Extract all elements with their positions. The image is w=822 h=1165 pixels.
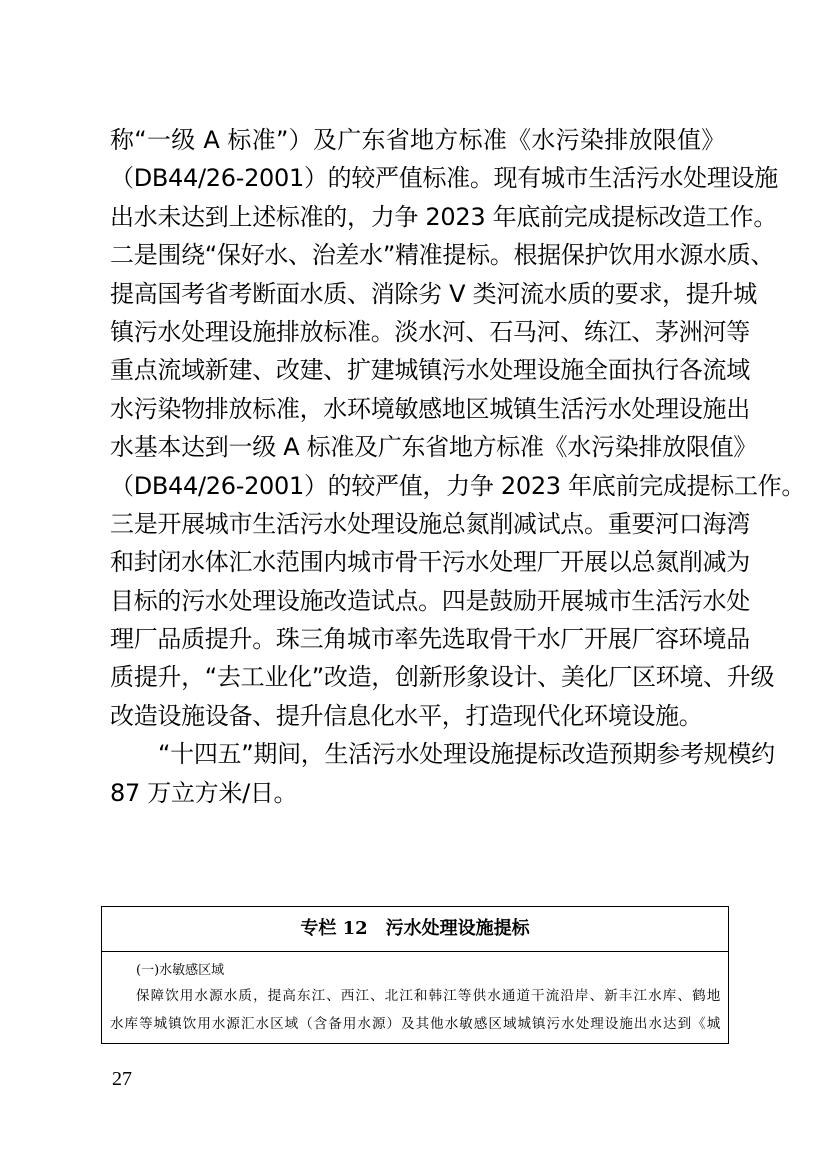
text-line: 理厂品质提升。珠三角城市率先选取骨干水厂开展厂容环境品 bbox=[110, 625, 750, 654]
text-line: 重点流域新建、改建、扩建城镇污水处理设施全面执行各流域 bbox=[110, 356, 750, 385]
page-number: 27 bbox=[112, 1068, 132, 1090]
text-line: 目标的污水处理设施改造试点。四是鼓励开展城市生活污水处 bbox=[110, 586, 750, 615]
text-line: 质提升，“去工业化”改造，创新形象设计、美化厂区环境、升级 bbox=[110, 663, 775, 692]
text-line: 87 万立方米/日。 bbox=[110, 778, 298, 807]
text-line: 二是围绕“保好水、治差水”精准提标。根据保护饮用水源水质、 bbox=[110, 241, 775, 270]
text-line: 水污染物排放标准，水环境敏感地区城镇生活污水处理设施出 bbox=[110, 394, 750, 423]
text-line: 水基本达到一级 A 标准及广东省地方标准《水污染排放限值》 bbox=[110, 433, 757, 462]
text-line: （DB44/26-2001）的较严值，力争 2023 年底前完成提标工作。 bbox=[110, 471, 806, 500]
column-box-text-line: 保障饮用水源水质，提高东江、西江、北江和韩江等供水通道干流沿岸、新丰江水库、鹤地 bbox=[136, 988, 720, 1004]
text-line: 和封闭水体汇水范围内城市骨干污水处理厂开展以总氮削减为 bbox=[110, 548, 750, 577]
text-line: 出水未达到上述标准的，力争 2023 年底前完成提标改造工作。 bbox=[110, 202, 778, 231]
column-box-text-line: 水库等城镇饮用水源汇水区域（含备用水源）及其他水敏感区域城镇污水处理设施出水达到《城 bbox=[110, 1016, 720, 1032]
text-line: 三是开展城市生活污水处理设施总氮削减试点。重要河口海湾 bbox=[110, 509, 750, 538]
text-line: （DB44/26-2001）的较严值标准。现有城市生活污水处理设施 bbox=[110, 164, 778, 193]
column-box-subheading: (一)水敏感区域 bbox=[136, 963, 225, 978]
text-line: 改造设施设备、提升信息化水平，打造现代化环境设施。 bbox=[110, 701, 703, 730]
column-box-title: 专栏 12 污水处理设施提标 bbox=[102, 907, 728, 952]
text-line: 镇污水处理设施排放标准。淡水河、石马河、练江、茅洲河等 bbox=[110, 317, 750, 346]
column-box bbox=[101, 906, 729, 1044]
text-line: 提高国考省考断面水质、消除劣 V 类河流水质的要求，提升城 bbox=[110, 279, 757, 308]
text-line: “十四五”期间，生活污水处理设施提标改造预期参考规模约 bbox=[158, 740, 775, 769]
body-text bbox=[110, 121, 806, 812]
text-line: 称“一级 A 标准”）及广东省地方标准《水污染排放限值》 bbox=[110, 126, 725, 154]
